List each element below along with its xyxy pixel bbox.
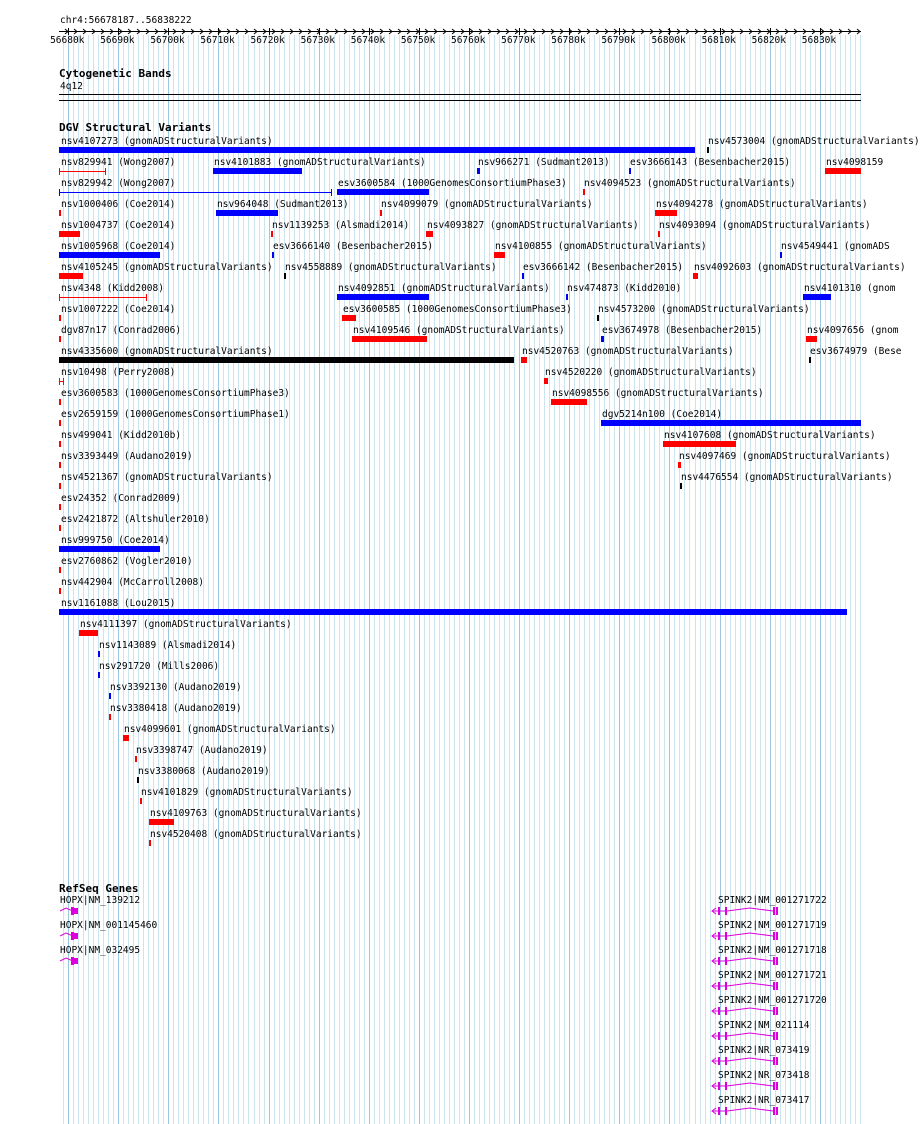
gene-exon xyxy=(718,1107,720,1115)
ruler-tick-label: 56710k xyxy=(200,35,235,46)
gene-exon xyxy=(776,1082,778,1090)
sv-feature xyxy=(59,315,61,321)
gene-label[interactable]: HOPX|NM_001145460 xyxy=(60,920,158,931)
sv-label[interactable]: nsv4098556 (gnomADStructuralVariants) xyxy=(552,388,764,399)
sv-label[interactable]: nsv4101883 (gnomADStructuralVariants) xyxy=(214,157,426,168)
sv-label[interactable]: nsv4094278 (gnomADStructuralVariants) xyxy=(656,199,868,210)
sv-feature xyxy=(806,336,817,342)
gene-exon xyxy=(773,1032,775,1040)
sv-label[interactable]: nsv4098159 xyxy=(826,157,884,168)
sv-feature xyxy=(380,210,382,216)
gene-exon xyxy=(718,1007,720,1015)
sv-label[interactable]: esv3600585 (1000GenomesConsortiumPhase3) xyxy=(343,304,572,315)
gene-exon xyxy=(725,982,727,990)
ruler-tick-label: 56800k xyxy=(651,35,686,46)
sv-label[interactable]: esv3600584 (1000GenomesConsortiumPhase3) xyxy=(338,178,567,189)
sv-label[interactable]: nsv4109763 (gnomADStructuralVariants) xyxy=(150,808,362,819)
gene-label[interactable]: SPINK2|NM_001271718 xyxy=(718,945,827,956)
sv-label[interactable]: nsv1004737 (Coe2014) xyxy=(61,220,176,231)
sv-feature xyxy=(149,840,151,846)
sv-feature xyxy=(123,735,129,741)
sv-label[interactable]: nsv4573004 (gnomADStructuralVariants) xyxy=(708,136,920,147)
sv-label[interactable]: esv2421872 (Altshuler2010) xyxy=(61,514,210,525)
gene-exon xyxy=(776,1007,778,1015)
sv-feature xyxy=(59,525,61,531)
sv-label[interactable]: nsv3392130 (Audano2019) xyxy=(110,682,242,693)
sv-feature xyxy=(352,336,427,342)
sv-feature xyxy=(522,273,524,279)
sv-feature xyxy=(59,441,61,447)
sv-feature xyxy=(59,273,83,279)
sv-label[interactable]: nsv4520220 (gnomADStructuralVariants) xyxy=(545,367,757,378)
sv-label[interactable]: nsv4111397 (gnomADStructuralVariants) xyxy=(80,619,292,630)
sv-label[interactable]: nsv1000406 (Coe2014) xyxy=(61,199,176,210)
gene-exon xyxy=(718,932,720,940)
sv-label[interactable]: nsv829942 (Wong2007) xyxy=(61,178,176,189)
gene-exon xyxy=(74,958,78,964)
sv-label[interactable]: nsv966271 (Sudmant2013) xyxy=(478,157,610,168)
sv-label[interactable]: nsv4099079 (gnomADStructuralVariants) xyxy=(381,199,593,210)
sv-label[interactable]: nsv4097469 (gnomADStructuralVariants) xyxy=(679,451,891,462)
sv-label[interactable]: nsv4520763 (gnomADStructuralVariants) xyxy=(522,346,734,357)
sv-label[interactable]: nsv3380418 (Audano2019) xyxy=(110,703,242,714)
sv-label[interactable]: nsv3393449 (Audano2019) xyxy=(61,451,193,462)
sv-label[interactable]: nsv4101829 (gnomADStructuralVariants) xyxy=(141,787,353,798)
gene-label[interactable]: SPINK2|NM_001271719 xyxy=(718,920,827,931)
sv-label[interactable]: esv3674979 (Bese xyxy=(810,346,902,357)
sv-label[interactable]: esv3600583 (1000GenomesConsortiumPhase3) xyxy=(61,388,290,399)
gene-exon xyxy=(773,1082,775,1090)
sv-feature xyxy=(477,168,480,174)
gene-label[interactable]: SPINK2|NM_001271721 xyxy=(718,970,827,981)
gene-exon xyxy=(71,932,74,940)
sv-label[interactable]: nsv4097656 (gnom xyxy=(807,325,899,336)
sv-label[interactable]: nsv4107608 (gnomADStructuralVariants) xyxy=(664,430,876,441)
sv-feature xyxy=(109,693,111,699)
sv-label[interactable]: nsv4099601 (gnomADStructuralVariants) xyxy=(124,724,336,735)
gene-exon xyxy=(725,1082,727,1090)
sv-label[interactable]: nsv4093827 (gnomADStructuralVariants) xyxy=(427,220,639,231)
gene-exon xyxy=(773,982,775,990)
sv-label[interactable]: nsv4549441 (gnomADS xyxy=(781,241,890,252)
gene-label[interactable]: SPINK2|NR_073418 xyxy=(718,1070,810,1081)
sv-feature xyxy=(272,252,274,258)
ruler-tick-label: 56820k xyxy=(751,35,786,46)
gene-exon xyxy=(773,957,775,965)
sv-feature xyxy=(658,231,660,237)
sv-feature xyxy=(551,399,587,405)
ruler-tick-label: 56770k xyxy=(501,35,536,46)
ruler-tick-label: 56760k xyxy=(450,35,486,46)
sv-label[interactable]: dgv87n17 (Conrad2006) xyxy=(61,325,182,336)
sv-feature xyxy=(59,336,61,342)
gene-exon xyxy=(71,907,74,915)
sv-label[interactable]: esv3666142 (Besenbacher2015) xyxy=(523,262,684,273)
sv-feature xyxy=(566,294,568,300)
gene-exon xyxy=(773,932,775,940)
sv-feature xyxy=(678,462,681,468)
sv-feature xyxy=(137,777,139,783)
sv-feature xyxy=(342,315,356,321)
ruler-tick-label: 56790k xyxy=(601,35,636,46)
gene-exon xyxy=(776,907,778,915)
sv-feature xyxy=(601,336,604,342)
gene-exon xyxy=(776,932,778,940)
sv-feature xyxy=(140,798,142,804)
gene-label[interactable]: SPINK2|NM_001271720 xyxy=(718,995,827,1006)
ruler-tick-label: 56690k xyxy=(100,35,135,46)
refseq-track-title[interactable]: RefSeq Genes xyxy=(59,882,139,895)
gene-exon xyxy=(773,1107,775,1115)
sv-feature xyxy=(59,420,61,426)
sv-feature xyxy=(59,483,61,489)
sv-feature xyxy=(601,420,861,426)
sv-label[interactable]: nsv4093094 (gnomADStructuralVariants) xyxy=(659,220,871,231)
ruler-tick-label: 56740k xyxy=(350,35,386,46)
gene-label[interactable]: SPINK2|NR_073417 xyxy=(718,1095,810,1106)
sv-feature xyxy=(707,147,709,153)
sv-feature xyxy=(583,189,585,195)
gene-label[interactable]: SPINK2|NM_021114 xyxy=(718,1020,810,1031)
gene-exon xyxy=(725,907,727,915)
sv-label[interactable]: nsv4520408 (gnomADStructuralVariants) xyxy=(150,829,362,840)
sv-label[interactable]: nsv10498 (Perry2008) xyxy=(61,367,176,378)
gene-exon xyxy=(776,982,778,990)
sv-feature xyxy=(135,756,137,762)
sv-feature xyxy=(284,273,286,279)
gene-exon xyxy=(718,982,720,990)
sv-label[interactable]: nsv4092603 (gnomADStructuralVariants) xyxy=(694,262,906,273)
sv-label[interactable]: nsv1005968 (Coe2014) xyxy=(61,241,176,252)
sv-feature xyxy=(494,252,505,258)
sv-feature xyxy=(59,504,61,510)
sv-label[interactable]: esv24352 (Conrad2009) xyxy=(61,493,182,504)
gene-exon xyxy=(725,932,727,940)
sv-label[interactable]: nsv4105245 (gnomADStructuralVariants) xyxy=(61,262,273,273)
sv-label[interactable]: nsv4558889 (gnomADStructuralVariants) xyxy=(285,262,497,273)
sv-label[interactable]: nsv964048 (Sudmant2013) xyxy=(217,199,349,210)
gene-exon xyxy=(773,1057,775,1065)
sv-label[interactable]: nsv4100855 (gnomADStructuralVariants) xyxy=(495,241,707,252)
sv-label[interactable]: nsv4348 (Kidd2008) xyxy=(61,283,164,294)
gene-exon xyxy=(776,1057,778,1065)
gene-exon xyxy=(718,1082,720,1090)
sv-label[interactable]: nsv1161088 (Lou2015) xyxy=(61,598,176,609)
sv-label[interactable]: esv3666140 (Besenbacher2015) xyxy=(273,241,434,252)
sv-feature xyxy=(544,378,548,384)
sv-label[interactable]: esv2760862 (Vogler2010) xyxy=(61,556,193,567)
sv-feature xyxy=(59,567,61,573)
sv-label[interactable]: nsv4573200 (gnomADStructuralVariants) xyxy=(598,304,810,315)
sv-feature xyxy=(98,651,100,657)
ruler-tick-label: 56730k xyxy=(300,35,335,46)
position-label: chr4:56678187..56838222 xyxy=(60,15,192,26)
sv-feature xyxy=(629,168,631,174)
sv-feature xyxy=(149,819,174,825)
sv-feature xyxy=(216,210,278,216)
sv-label[interactable]: dgv5214n100 (Coe2014) xyxy=(602,409,723,420)
sv-feature xyxy=(680,483,682,489)
sv-feature xyxy=(59,588,61,594)
gene-exon xyxy=(718,957,720,965)
cyto-track-title[interactable]: Cytogenetic Bands xyxy=(59,67,172,80)
sv-feature xyxy=(521,357,527,363)
ruler-tick-label: 56810k xyxy=(701,35,736,46)
gene-exon xyxy=(718,1057,720,1065)
gene-exon xyxy=(718,907,720,915)
sv-feature xyxy=(59,462,61,468)
gene-exon xyxy=(725,1007,727,1015)
gene-label[interactable]: SPINK2|NR_073419 xyxy=(718,1045,810,1056)
gene-exon xyxy=(773,907,775,915)
gene-exon xyxy=(776,1107,778,1115)
gene-label[interactable]: SPINK2|NM_001271722 xyxy=(718,895,827,906)
sv-feature xyxy=(337,189,429,195)
sv-label[interactable]: nsv4092851 (gnomADStructuralVariants) xyxy=(338,283,550,294)
sv-label[interactable]: esv3674978 (Besenbacher2015) xyxy=(602,325,763,336)
ruler-tick-label: 56780k xyxy=(551,35,586,46)
sv-feature xyxy=(597,315,599,321)
sv-feature xyxy=(809,357,811,363)
gene-label[interactable]: HOPX|NM_032495 xyxy=(60,945,141,956)
gene-exon xyxy=(725,1032,727,1040)
gene-exon xyxy=(74,933,78,939)
sv-label[interactable]: esv2659159 (1000GenomesConsortiumPhase1) xyxy=(61,409,290,420)
gene-exon xyxy=(776,957,778,965)
sv-label[interactable]: nsv3380068 (Audano2019) xyxy=(138,766,270,777)
sv-label[interactable]: esv3666143 (Besenbacher2015) xyxy=(630,157,791,168)
sv-feature xyxy=(59,231,80,237)
sv-label[interactable]: nsv4107273 (gnomADStructuralVariants) xyxy=(61,136,273,147)
gene-exon xyxy=(718,1032,720,1040)
sv-label[interactable]: nsv4109546 (gnomADStructuralVariants) xyxy=(353,325,565,336)
sv-feature xyxy=(59,399,61,405)
sv-feature xyxy=(213,168,302,174)
sv-feature xyxy=(780,252,782,258)
sv-label[interactable]: nsv474873 (Kidd2010) xyxy=(567,283,682,294)
sv-feature xyxy=(59,147,695,153)
sv-feature xyxy=(59,252,160,258)
sv-feature xyxy=(59,609,847,615)
sv-label[interactable]: nsv999750 (Coe2014) xyxy=(61,535,170,546)
ruler-tick-label: 56750k xyxy=(400,35,436,46)
sv-label[interactable]: nsv4335600 (gnomADStructuralVariants) xyxy=(61,346,273,357)
sv-feature xyxy=(426,231,433,237)
cyto-band-label: 4q12 xyxy=(60,81,83,92)
sv-label[interactable]: nsv442904 (McCarroll2008) xyxy=(61,577,204,588)
ruler-tick-label: 56830k xyxy=(801,35,837,46)
sv-feature xyxy=(825,168,861,174)
gene-exon xyxy=(773,1007,775,1015)
sv-feature xyxy=(655,210,677,216)
sv-label[interactable]: nsv1139253 (Alsmadi2014) xyxy=(272,220,410,231)
sv-feature xyxy=(98,672,100,678)
sv-label[interactable]: nsv4094523 (gnomADStructuralVariants) xyxy=(584,178,796,189)
sv-feature xyxy=(109,714,111,720)
gene-label[interactable]: HOPX|NM_139212 xyxy=(60,895,141,906)
sv-label[interactable]: nsv4101310 (gnom xyxy=(804,283,896,294)
gene-exon xyxy=(725,957,727,965)
ruler-tick-label: 56680k xyxy=(50,35,85,46)
sv-feature xyxy=(693,273,698,279)
sv-label[interactable]: nsv291720 (Mills2006) xyxy=(99,661,220,672)
gene-exon xyxy=(776,1032,778,1040)
gene-exon xyxy=(725,1107,727,1115)
gene-exon xyxy=(74,908,78,914)
sv-label[interactable]: nsv1007222 (Coe2014) xyxy=(61,304,176,315)
sv-feature xyxy=(337,294,429,300)
sv-feature xyxy=(79,630,98,636)
ruler-tick-label: 56720k xyxy=(250,35,285,46)
sv-label[interactable]: nsv4521367 (gnomADStructuralVariants) xyxy=(61,472,273,483)
gene-exon xyxy=(725,1057,727,1065)
sv-label[interactable]: nsv829941 (Wong2007) xyxy=(61,157,176,168)
sv-feature xyxy=(803,294,831,300)
sv-label[interactable]: nsv1143089 (Alsmadi2014) xyxy=(99,640,237,651)
sv-feature xyxy=(271,231,273,237)
sv-label[interactable]: nsv4476554 (gnomADStructuralVariants) xyxy=(681,472,893,483)
sv-feature xyxy=(59,357,514,363)
gene-exon xyxy=(71,957,74,965)
dgv-track-title[interactable]: DGV Structural Variants xyxy=(59,121,212,134)
sv-feature xyxy=(59,546,160,552)
sv-feature xyxy=(59,210,61,216)
sv-feature xyxy=(663,441,736,447)
sv-label[interactable]: nsv499041 (Kidd2010b) xyxy=(61,430,182,441)
ruler-tick-label: 56700k xyxy=(150,35,185,46)
sv-label[interactable]: nsv3398747 (Audano2019) xyxy=(136,745,268,756)
